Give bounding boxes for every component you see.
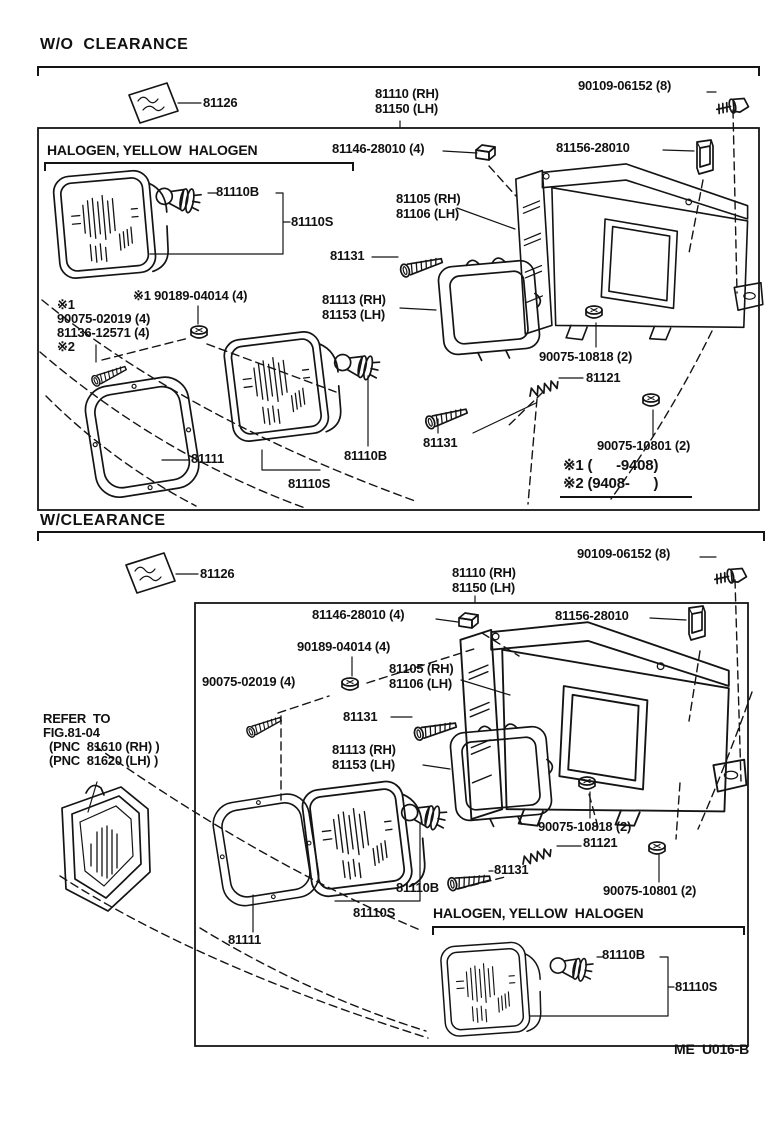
part-label-81136: 81136-12571 (4): [57, 325, 150, 340]
part-label-81121: 81121: [586, 370, 621, 385]
note-mark-2: ※2: [57, 339, 75, 354]
refer-note-line3: (PNC 81610 (RH) ): [49, 739, 160, 754]
part-label-81110s-mid: 81110S: [288, 476, 331, 491]
part-label-90075-02019: 90075-02019 (4): [57, 311, 151, 326]
part-label-81150-lh: 81150 (LH): [375, 101, 439, 116]
part-label-81113-rh: 81113 (RH): [332, 742, 396, 757]
part-label-81156: 81156-28010: [556, 140, 630, 155]
legend-line-2: ※2 (9408- ): [563, 475, 659, 492]
part-label-81150-lh: 81150 (LH): [452, 580, 516, 595]
part-label-81110b-mid: 81110B: [344, 448, 387, 463]
part-label-10818: 90075-10818 (2): [538, 819, 632, 834]
refer-note-line1: REFER TO: [43, 711, 111, 726]
part-label-81106-lh: 81106 (LH): [389, 676, 453, 691]
figure-code: ME U016-B: [674, 1041, 750, 1057]
part-label-90075-02019: 90075-02019 (4): [202, 674, 296, 689]
part-label-81153-lh: 81153 (LH): [322, 307, 386, 322]
part-label-81110-rh: 81110 (RH): [375, 86, 439, 101]
part-label-81111: 81111: [191, 451, 224, 466]
part-label-81110s-inset: 81110S: [675, 979, 718, 994]
part-label-81105-rh: 81105 (RH): [389, 661, 454, 676]
part-label-81126: 81126: [200, 566, 235, 581]
part-label-81121: 81121: [583, 835, 618, 850]
section1-inset-title: HALOGEN, YELLOW HALOGEN: [47, 142, 258, 158]
part-label-81146: 81146-28010 (4): [332, 141, 425, 156]
clearance-lamp-drawing: [62, 785, 150, 911]
part-label-81110b-top: 81110B: [216, 184, 259, 199]
part-label-81106-lh: 81106 (LH): [396, 206, 460, 221]
part-label-10801: 90075-10801 (2): [597, 438, 691, 453]
refer-note-line4: (PNC 81620 (LH) ): [49, 753, 159, 768]
note-mark-1: ※1: [57, 297, 75, 312]
part-label-81131-mid: 81131: [343, 709, 378, 724]
part-label-81111: 81111: [228, 932, 261, 947]
part-label-81110b-mid: 81110B: [396, 880, 439, 895]
part-label-10801: 90075-10801 (2): [603, 883, 697, 898]
part-label-81110s-mid: 81110S: [353, 905, 396, 920]
section2-inset-title: HALOGEN, YELLOW HALOGEN: [433, 905, 644, 921]
part-label-10818: 90075-10818 (2): [539, 349, 633, 364]
part-label-81131-bot: 81131: [423, 435, 458, 450]
section1-title: W/O CLEARANCE: [40, 36, 189, 53]
part-label-81105-rh: 81105 (RH): [396, 191, 461, 206]
assembly-axes: [60, 580, 752, 1038]
part-label-81110b-inset: 81110B: [602, 947, 645, 962]
section2-art: [60, 553, 752, 1038]
refer-note-line2: FIG.81-04: [43, 725, 100, 740]
part-label-81131-top: 81131: [330, 248, 365, 263]
part-label-90189: 90189-04014 (4): [297, 639, 391, 654]
part-label-90109: 90109-06152 (8): [578, 78, 672, 93]
part-label-81126: 81126: [203, 95, 238, 110]
part-label-90109: 90109-06152 (8): [577, 546, 671, 561]
part-label-90189: ※1 90189-04014 (4): [133, 288, 248, 303]
part-label-81153-lh: 81153 (LH): [332, 757, 396, 772]
section2-title: W/CLEARANCE: [40, 512, 166, 529]
legend-line-1: ※1 ( -9408): [563, 457, 659, 474]
part-label-81156: 81156-28010: [555, 608, 629, 623]
part-label-81110-rh: 81110 (RH): [452, 565, 516, 580]
part-label-81146: 81146-28010 (4): [312, 607, 405, 622]
part-label-81110s-top: 81110S: [291, 214, 334, 229]
part-label-81131-bot: 81131: [494, 862, 529, 877]
part-label-81113-rh: 81113 (RH): [322, 292, 386, 307]
